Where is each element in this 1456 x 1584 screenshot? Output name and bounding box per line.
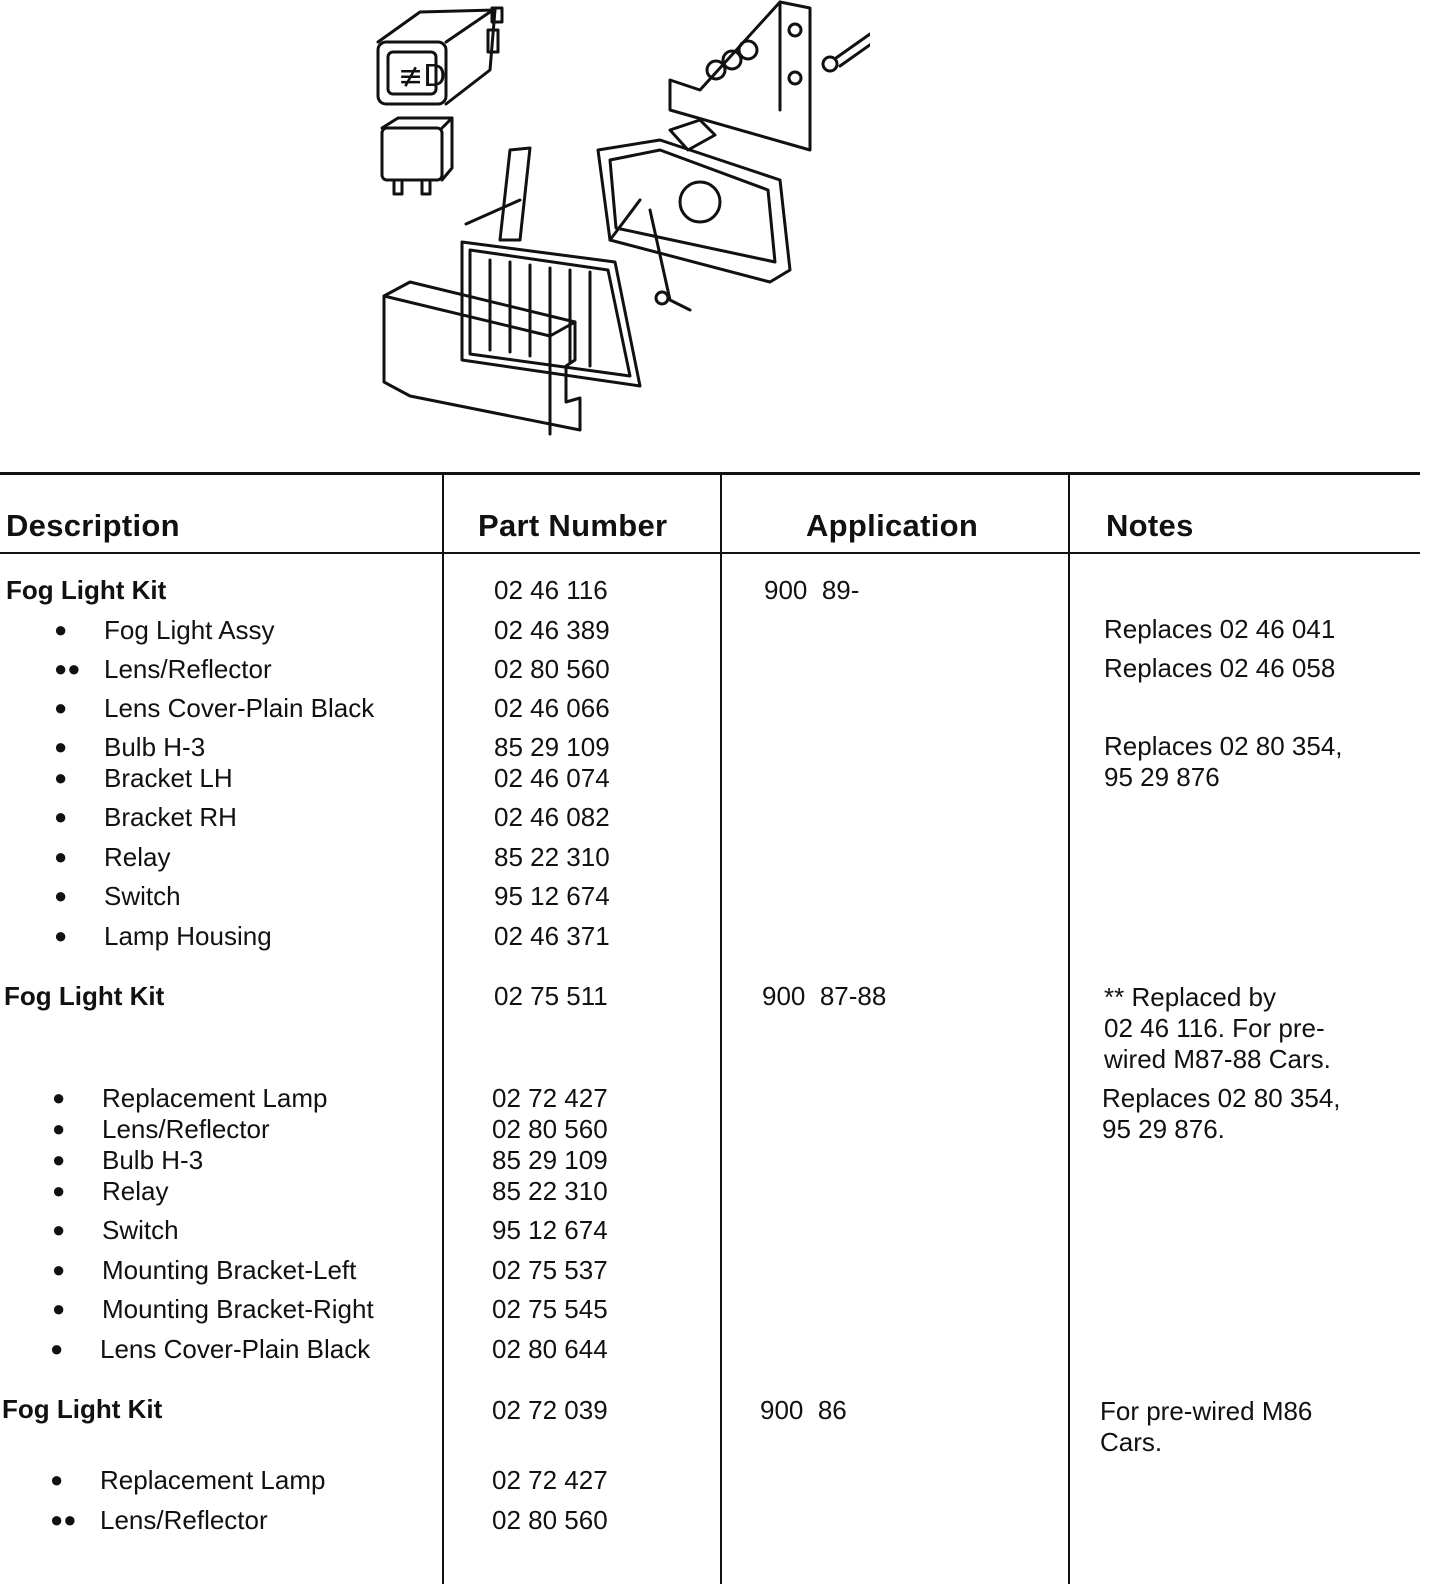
item-description: Lens/Reflector (102, 1114, 270, 1144)
kit-description: Fog Light Kit (4, 981, 165, 1011)
item-part-number: 02 46 389 (494, 615, 610, 645)
item-part-number: 02 80 560 (492, 1505, 608, 1535)
item-description: Lens/Reflector (104, 654, 272, 684)
bullet-icon: ● (52, 1085, 66, 1110)
table-top-rule (0, 472, 1420, 475)
item-part-number: 02 80 644 (492, 1334, 608, 1364)
item-part-number: 02 46 371 (494, 921, 610, 951)
header-application: Application (806, 508, 979, 543)
relay-icon (382, 118, 452, 194)
item-part-number: 02 72 427 (492, 1083, 608, 1113)
bullet-icon: ● (54, 883, 68, 908)
bullet-icon: ●● (50, 1507, 77, 1532)
item-description: Mounting Bracket-Right (102, 1294, 374, 1324)
item-description: Bracket RH (104, 802, 237, 832)
bullet-icon: ● (52, 1178, 66, 1203)
item-description: Switch (102, 1215, 179, 1245)
item-description: Mounting Bracket-Left (102, 1255, 357, 1285)
bullet-icon: ● (54, 804, 68, 829)
bullet-icon: ● (52, 1147, 66, 1172)
item-description: Bracket LH (104, 763, 233, 793)
bullet-icon: ● (54, 844, 68, 869)
kit-application: 900 87-88 (762, 981, 887, 1011)
bullet-icon: ● (52, 1296, 66, 1321)
header-description: Description (6, 508, 180, 543)
fog-light-exploded-view-icon (370, 0, 870, 440)
bullet-icon: ● (54, 923, 68, 948)
item-description: Bulb H-3 (102, 1145, 204, 1175)
bullet-icon: ● (54, 734, 68, 759)
item-part-number: 02 46 074 (494, 763, 610, 793)
bullet-icon: ● (54, 617, 68, 642)
item-description: Lens Cover-Plain Black (104, 693, 375, 723)
item-description: Lens/Reflector (100, 1505, 268, 1535)
bullet-icon: ● (52, 1217, 66, 1242)
bullet-icon: ● (52, 1116, 66, 1141)
item-description: Bulb H-3 (104, 732, 206, 762)
item-part-number: 02 80 560 (492, 1114, 608, 1144)
item-part-number: 85 29 109 (492, 1145, 608, 1175)
bullet-icon: ● (50, 1336, 64, 1361)
item-part-number: 85 22 310 (494, 842, 610, 872)
item-part-number: 02 75 545 (492, 1294, 608, 1324)
item-part-number: 02 46 066 (494, 693, 610, 723)
kit-notes: ** Replaced by 02 46 116. For pre- wired M87-88 Cars. (1104, 982, 1331, 1074)
kit-description: Fog Light Kit (6, 575, 167, 605)
item-description: Fog Light Assy (104, 615, 275, 645)
item-part-number: 02 72 427 (492, 1465, 608, 1495)
kit-description: Fog Light Kit (2, 1394, 163, 1424)
header-part-number: Part Number (478, 508, 668, 543)
svg-text:≢D: ≢D (398, 59, 447, 94)
item-part-number: 95 12 674 (492, 1215, 608, 1245)
item-description: Relay (102, 1176, 169, 1206)
switch-icon (378, 8, 502, 104)
item-notes: Replaces 02 80 354, 95 29 876 (1104, 731, 1343, 792)
item-description: Relay (104, 842, 171, 872)
column-divider-3 (1068, 474, 1070, 1584)
item-description: Lamp Housing (104, 921, 272, 951)
item-part-number: 95 12 674 (494, 881, 610, 911)
item-part-number: 85 29 109 (494, 732, 610, 762)
bullet-icon: ● (50, 1467, 64, 1492)
kit-notes: For pre-wired M86 Cars. (1100, 1396, 1313, 1457)
kit-application: 900 89- (764, 575, 860, 605)
header-notes: Notes (1106, 508, 1194, 543)
kit-part-number: 02 46 116 (494, 575, 608, 605)
item-notes: Replaces 02 80 354, 95 29 876. (1102, 1083, 1341, 1144)
table-header-rule (0, 552, 1420, 554)
bullet-icon: ● (54, 695, 68, 720)
kit-part-number: 02 72 039 (492, 1395, 608, 1425)
bullet-icon: ●● (54, 656, 81, 681)
item-notes: Replaces 02 46 041 (1104, 614, 1336, 644)
column-divider-1 (442, 474, 444, 1584)
item-part-number: 85 22 310 (492, 1176, 608, 1206)
bullet-icon: ● (52, 1257, 66, 1282)
kit-application: 900 86 (760, 1395, 847, 1425)
item-part-number: 02 75 537 (492, 1255, 608, 1285)
item-notes: Replaces 02 46 058 (1104, 653, 1336, 683)
column-divider-2 (720, 474, 722, 1584)
lamp-housing-icon (598, 120, 790, 310)
bullet-icon: ● (54, 765, 68, 790)
item-description: Switch (104, 881, 181, 911)
item-part-number: 02 46 082 (494, 802, 610, 832)
strap-icon (500, 148, 530, 240)
kit-part-number: 02 75 511 (494, 981, 608, 1011)
screw-icon (466, 200, 520, 224)
item-part-number: 02 80 560 (494, 654, 610, 684)
item-description: Replacement Lamp (100, 1465, 326, 1495)
item-description: Replacement Lamp (102, 1083, 328, 1113)
item-description: Lens Cover-Plain Black (100, 1334, 371, 1364)
bracket-icon (670, 2, 870, 150)
